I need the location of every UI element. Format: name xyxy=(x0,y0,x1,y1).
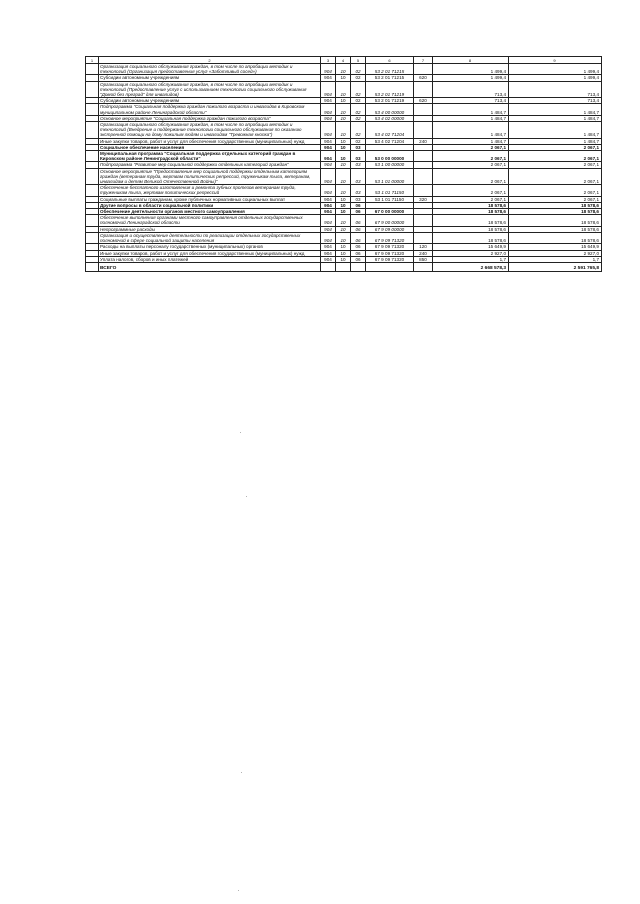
row-pr-cell: 06 xyxy=(351,226,366,232)
total-csr-cell xyxy=(366,262,414,271)
row-csr-cell: 53 4 02 71204 xyxy=(366,122,414,139)
row-rz-cell: 10 xyxy=(336,64,351,75)
row-gr-cell: 904 xyxy=(321,162,336,168)
row-rz-cell: 10 xyxy=(336,196,351,202)
row-vr-cell: 240 xyxy=(414,250,433,256)
row-gr-cell: 904 xyxy=(321,64,336,75)
row-sum2-cell: 1 484,7 xyxy=(509,138,602,144)
row-index-cell xyxy=(86,185,99,196)
row-index-cell xyxy=(86,122,99,139)
row-vr-cell xyxy=(414,122,433,139)
row-vr-cell xyxy=(414,168,433,185)
table-row xyxy=(86,185,602,196)
table-row xyxy=(86,104,602,115)
row-sum1-cell: 1,7 xyxy=(433,256,509,262)
row-gr-cell: 904 xyxy=(321,122,336,139)
row-csr-cell: 53 2 01 71215 xyxy=(366,64,414,75)
row-name-cell: Обеспечение деятельности органов местного самоуправления xyxy=(99,209,321,215)
row-rz-cell: 10 xyxy=(336,151,351,162)
row-pr-cell: 02 xyxy=(351,75,366,81)
row-sum1-cell: 2 067,1 xyxy=(433,151,509,162)
row-name-cell: Подпрограмма "Социальная поддержка граждан пожилого возраста и инвалидов в Кировском муниципальном районе Ленинградской области" xyxy=(99,104,321,115)
row-pr-cell: 03 xyxy=(351,168,366,185)
row-sum2-cell: 1 499,4 xyxy=(509,64,602,75)
row-sum2-cell: 2 067,1 xyxy=(509,144,602,150)
row-pr-cell: 03 xyxy=(351,144,366,150)
row-gr-cell: 904 xyxy=(321,209,336,215)
row-name-cell: Иные закупки товаров, работ и услуг для обеспечения государственных (муниципальных) нужд xyxy=(99,250,321,256)
row-sum1-cell: 18 578,6 xyxy=(433,209,509,215)
row-vr-cell xyxy=(414,232,433,243)
row-vr-cell xyxy=(414,64,433,75)
budget-table xyxy=(85,56,602,272)
row-gr-cell: 904 xyxy=(321,232,336,243)
row-sum1-cell: 2 067,1 xyxy=(433,196,509,202)
row-sum1-cell: 1 499,4 xyxy=(433,64,509,75)
budget-document-page xyxy=(85,56,599,272)
scan-speck xyxy=(246,496,247,497)
row-sum1-cell: 1 499,4 xyxy=(433,75,509,81)
row-sum1-cell: 2 067,1 xyxy=(433,162,509,168)
row-pr-cell: 02 xyxy=(351,122,366,139)
row-sum2-cell: 2 067,1 xyxy=(509,168,602,185)
column-number: 9 xyxy=(509,57,602,64)
row-sum2-cell: 1 484,7 xyxy=(509,122,602,139)
row-rz-cell: 10 xyxy=(336,98,351,104)
row-pr-cell: 02 xyxy=(351,104,366,115)
row-sum1-cell: 15 649,9 xyxy=(433,244,509,250)
row-pr-cell: 03 xyxy=(351,196,366,202)
row-csr-cell: 53 0 00 00000 xyxy=(366,151,414,162)
row-sum2-cell: 1 499,4 xyxy=(509,75,602,81)
row-index-cell xyxy=(86,151,99,162)
table-row xyxy=(86,168,602,185)
row-pr-cell: 03 xyxy=(351,151,366,162)
row-csr-cell: 53 4 02 00000 xyxy=(366,115,414,121)
row-sum1-cell: 2 067,1 xyxy=(433,185,509,196)
row-sum1-cell: 18 578,6 xyxy=(433,215,509,226)
row-pr-cell: 06 xyxy=(351,209,366,215)
row-rz-cell: 10 xyxy=(336,75,351,81)
row-pr-cell: 02 xyxy=(351,115,366,121)
table-row xyxy=(86,64,602,75)
row-name-cell: Обеспечение бесплатного изготовления и ремонта зубных протезов ветеранам труда, труженикам тыла, жертвам политических репрессий xyxy=(99,185,321,196)
row-vr-cell: 120 xyxy=(414,244,433,250)
row-vr-cell: 620 xyxy=(414,75,433,81)
row-sum2-cell: 2 067,1 xyxy=(509,151,602,162)
scan-speck xyxy=(238,890,239,891)
row-gr-cell: 904 xyxy=(321,196,336,202)
row-sum2-cell: 713,4 xyxy=(509,98,602,104)
total-pr-cell xyxy=(351,262,366,271)
row-name-cell: Расходы на выплаты персоналу государственных (муниципальных) органов xyxy=(99,244,321,250)
row-vr-cell: 320 xyxy=(414,196,433,202)
row-gr-cell: 904 xyxy=(321,104,336,115)
row-rz-cell: 10 xyxy=(336,168,351,185)
row-rz-cell: 10 xyxy=(336,250,351,256)
row-gr-cell: 904 xyxy=(321,250,336,256)
row-rz-cell: 10 xyxy=(336,226,351,232)
column-number: 6 xyxy=(366,57,414,64)
row-pr-cell: 02 xyxy=(351,81,366,98)
row-pr-cell: 02 xyxy=(351,64,366,75)
row-pr-cell: 03 xyxy=(351,185,366,196)
row-csr-cell: 67 9 09 71320 xyxy=(366,250,414,256)
row-index-cell xyxy=(86,168,99,185)
row-rz-cell: 10 xyxy=(336,81,351,98)
row-sum1-cell: 1 484,7 xyxy=(433,138,509,144)
row-name-cell: Субсидии автономным учреждениям xyxy=(99,75,321,81)
row-pr-cell: 06 xyxy=(351,250,366,256)
row-gr-cell: 904 xyxy=(321,202,336,208)
row-csr-cell: 53 4 02 71204 xyxy=(366,138,414,144)
row-sum1-cell: 18 578,6 xyxy=(433,202,509,208)
row-name-cell: Основное мероприятие "Социальная поддержка граждан пожилого возраста" xyxy=(99,115,321,121)
row-rz-cell: 10 xyxy=(336,244,351,250)
total-row xyxy=(86,262,602,271)
row-gr-cell: 904 xyxy=(321,81,336,98)
row-sum2-cell: 1 484,7 xyxy=(509,115,602,121)
row-sum2-cell: 18 578,6 xyxy=(509,215,602,226)
row-rz-cell: 10 xyxy=(336,138,351,144)
row-pr-cell: 02 xyxy=(351,138,366,144)
row-sum2-cell: 713,4 xyxy=(509,81,602,98)
row-csr-cell: 53 1 00 00000 xyxy=(366,162,414,168)
row-sum1-cell: 2 067,1 xyxy=(433,144,509,150)
row-name-cell: Субсидии автономным учреждениям xyxy=(99,98,321,104)
column-number: 5 xyxy=(351,57,366,64)
row-rz-cell: 10 xyxy=(336,162,351,168)
row-name-cell: Организация социального обслуживания граждан, в том числе по апробации методик и технологий (Предоставление услуг с использованием технологии социального обслуживания "Домой без преград" для инвалидов) xyxy=(99,81,321,98)
row-csr-cell: 67 0 00 00000 xyxy=(366,209,414,215)
column-number: 1 xyxy=(86,57,99,64)
total-sum1: 2 668 578,3 xyxy=(433,262,509,271)
row-index-cell xyxy=(86,64,99,75)
row-sum2-cell: 18 578,6 xyxy=(509,202,602,208)
row-rz-cell: 10 xyxy=(336,209,351,215)
row-sum1-cell: 1 484,7 xyxy=(433,115,509,121)
row-gr-cell: 904 xyxy=(321,75,336,81)
row-pr-cell: 02 xyxy=(351,98,366,104)
row-rz-cell: 10 xyxy=(336,185,351,196)
row-csr-cell: 53 1 01 71150 xyxy=(366,185,414,196)
row-gr-cell: 904 xyxy=(321,144,336,150)
row-rz-cell: 10 xyxy=(336,256,351,262)
row-vr-cell xyxy=(414,185,433,196)
row-name-cell: Организация социального обслуживания граждан, в том числе по апробации методик и технологий (Организация предоставления услуг «Заботливый сосед») xyxy=(99,64,321,75)
total-gr-cell xyxy=(321,262,336,271)
row-pr-cell: 06 xyxy=(351,232,366,243)
total-vr-cell xyxy=(414,262,433,271)
row-name-cell: Подпрограмма "Развитие мер социальной поддержки отдельных категорий граждан" xyxy=(99,162,321,168)
row-index-cell xyxy=(86,215,99,226)
row-csr-cell: 53 4 00 00000 xyxy=(366,104,414,115)
row-sum1-cell: 18 578,6 xyxy=(433,226,509,232)
row-sum2-cell: 15 649,9 xyxy=(509,244,602,250)
row-index-cell xyxy=(86,81,99,98)
row-sum2-cell: 18 578,6 xyxy=(509,232,602,243)
row-csr-cell: 53 1 01 71150 xyxy=(366,196,414,202)
row-name-cell: Социальное обеспечение населения xyxy=(99,144,321,150)
row-gr-cell: 904 xyxy=(321,115,336,121)
row-sum1-cell: 18 578,6 xyxy=(433,232,509,243)
row-rz-cell: 10 xyxy=(336,215,351,226)
row-gr-cell: 904 xyxy=(321,168,336,185)
row-csr-cell: 53 2 01 71219 xyxy=(366,98,414,104)
row-sum1-cell: 2 067,1 xyxy=(433,168,509,185)
row-sum2-cell: 18 578,6 xyxy=(509,209,602,215)
table-row xyxy=(86,215,602,226)
row-vr-cell xyxy=(414,151,433,162)
row-vr-cell xyxy=(414,81,433,98)
row-gr-cell: 904 xyxy=(321,185,336,196)
row-vr-cell: 850 xyxy=(414,256,433,262)
row-pr-cell: 06 xyxy=(351,202,366,208)
row-vr-cell: 240 xyxy=(414,138,433,144)
row-sum1-cell: 713,4 xyxy=(433,98,509,104)
table-row xyxy=(86,232,602,243)
row-pr-cell: 03 xyxy=(351,162,366,168)
table-row xyxy=(86,151,602,162)
row-index-cell xyxy=(86,232,99,243)
column-number-row xyxy=(86,57,602,64)
row-name-cell: Непрограммные расходы xyxy=(99,226,321,232)
total-sum2: 2 591 765,8 xyxy=(509,262,602,271)
table-row xyxy=(86,122,602,139)
row-csr-cell: 67 9 09 71320 xyxy=(366,256,414,262)
row-csr-cell: 67 9 00 00000 xyxy=(366,215,414,226)
row-name-cell: Другие вопросы в области социальной политики xyxy=(99,202,321,208)
column-number: 8 xyxy=(433,57,509,64)
row-gr-cell: 904 xyxy=(321,151,336,162)
row-index-cell xyxy=(86,104,99,115)
row-sum2-cell: 2 927,0 xyxy=(509,250,602,256)
total-index-cell xyxy=(86,262,99,271)
column-number: 4 xyxy=(336,57,351,64)
row-csr-cell: 53 2 01 71219 xyxy=(366,81,414,98)
row-name-cell: Иные закупки товаров, работ и услуг для обеспечения государственных (муниципальных) нужд xyxy=(99,138,321,144)
row-rz-cell: 10 xyxy=(336,122,351,139)
row-gr-cell: 904 xyxy=(321,98,336,104)
row-gr-cell: 904 xyxy=(321,244,336,250)
row-pr-cell: 06 xyxy=(351,244,366,250)
row-sum2-cell: 18 578,6 xyxy=(509,226,602,232)
row-sum1-cell: 2 927,0 xyxy=(433,250,509,256)
row-name-cell: Социальные выплаты гражданам, кроме публичных нормативных социальных выплат xyxy=(99,196,321,202)
row-csr-cell: 67 9 09 71320 xyxy=(366,232,414,243)
row-pr-cell: 06 xyxy=(351,256,366,262)
row-gr-cell: 904 xyxy=(321,226,336,232)
row-name-cell: Основное мероприятие "Предоставление мер социальной поддержки отдельным категориям граждан (ветеранам труда, жертвам политических репрессий, труженикам тыла, ветеранам, инвалидам и детям Великой Отечественной Войны)" xyxy=(99,168,321,185)
row-sum2-cell: 2 067,1 xyxy=(509,196,602,202)
row-vr-cell: 620 xyxy=(414,98,433,104)
row-rz-cell: 10 xyxy=(336,115,351,121)
row-name-cell: Муниципальная программа "Социальная поддержка отдельных категорий граждан в Кировском районе Ленинградской области" xyxy=(99,151,321,162)
row-csr-cell: 67 9 09 00000 xyxy=(366,226,414,232)
row-sum1-cell: 1 484,7 xyxy=(433,104,509,115)
row-csr-cell: 53 2 01 71215 xyxy=(366,75,414,81)
row-pr-cell: 06 xyxy=(351,215,366,226)
row-name-cell: Обеспечение выполнения органами местного самоуправления отдельных государственных полномочий Ленинградской области xyxy=(99,215,321,226)
budget-table-body xyxy=(86,57,602,272)
row-rz-cell: 10 xyxy=(336,232,351,243)
row-sum1-cell: 713,4 xyxy=(433,81,509,98)
table-row xyxy=(86,81,602,98)
row-name-cell: Уплата налогов, сборов и иных платежей xyxy=(99,256,321,262)
row-sum2-cell: 1,7 xyxy=(509,256,602,262)
row-name-cell: Организация социального обслуживания граждан, в том числе по апробации методик и технологий (Внедрение и поддержание технологии социального обслуживания по оказанию экстренной помощи на дому пожилым людям и инвалидам "Тревожная кнопка") xyxy=(99,122,321,139)
total-label: ВСЕГО xyxy=(99,262,321,271)
scan-speck xyxy=(240,432,241,433)
row-gr-cell: 904 xyxy=(321,215,336,226)
row-gr-cell: 904 xyxy=(321,138,336,144)
column-number: 7 xyxy=(414,57,433,64)
row-gr-cell: 904 xyxy=(321,256,336,262)
column-number: 2 xyxy=(99,57,321,64)
row-rz-cell: 10 xyxy=(336,144,351,150)
row-sum2-cell: 2 067,1 xyxy=(509,185,602,196)
row-rz-cell: 10 xyxy=(336,104,351,115)
row-rz-cell: 10 xyxy=(336,202,351,208)
row-csr-cell: 53 1 01 00000 xyxy=(366,168,414,185)
total-rz-cell xyxy=(336,262,351,271)
row-vr-cell xyxy=(414,104,433,115)
column-number: 3 xyxy=(321,57,336,64)
row-sum2-cell: 2 067,1 xyxy=(509,162,602,168)
scan-speck xyxy=(241,772,242,773)
row-sum1-cell: 1 484,7 xyxy=(433,122,509,139)
row-sum2-cell: 1 484,7 xyxy=(509,104,602,115)
row-csr-cell: 67 9 09 71320 xyxy=(366,244,414,250)
row-vr-cell xyxy=(414,215,433,226)
row-name-cell: Организация и осуществление деятельности по реализации отдельных государственных полномочий в сфере социальной защиты населения xyxy=(99,232,321,243)
